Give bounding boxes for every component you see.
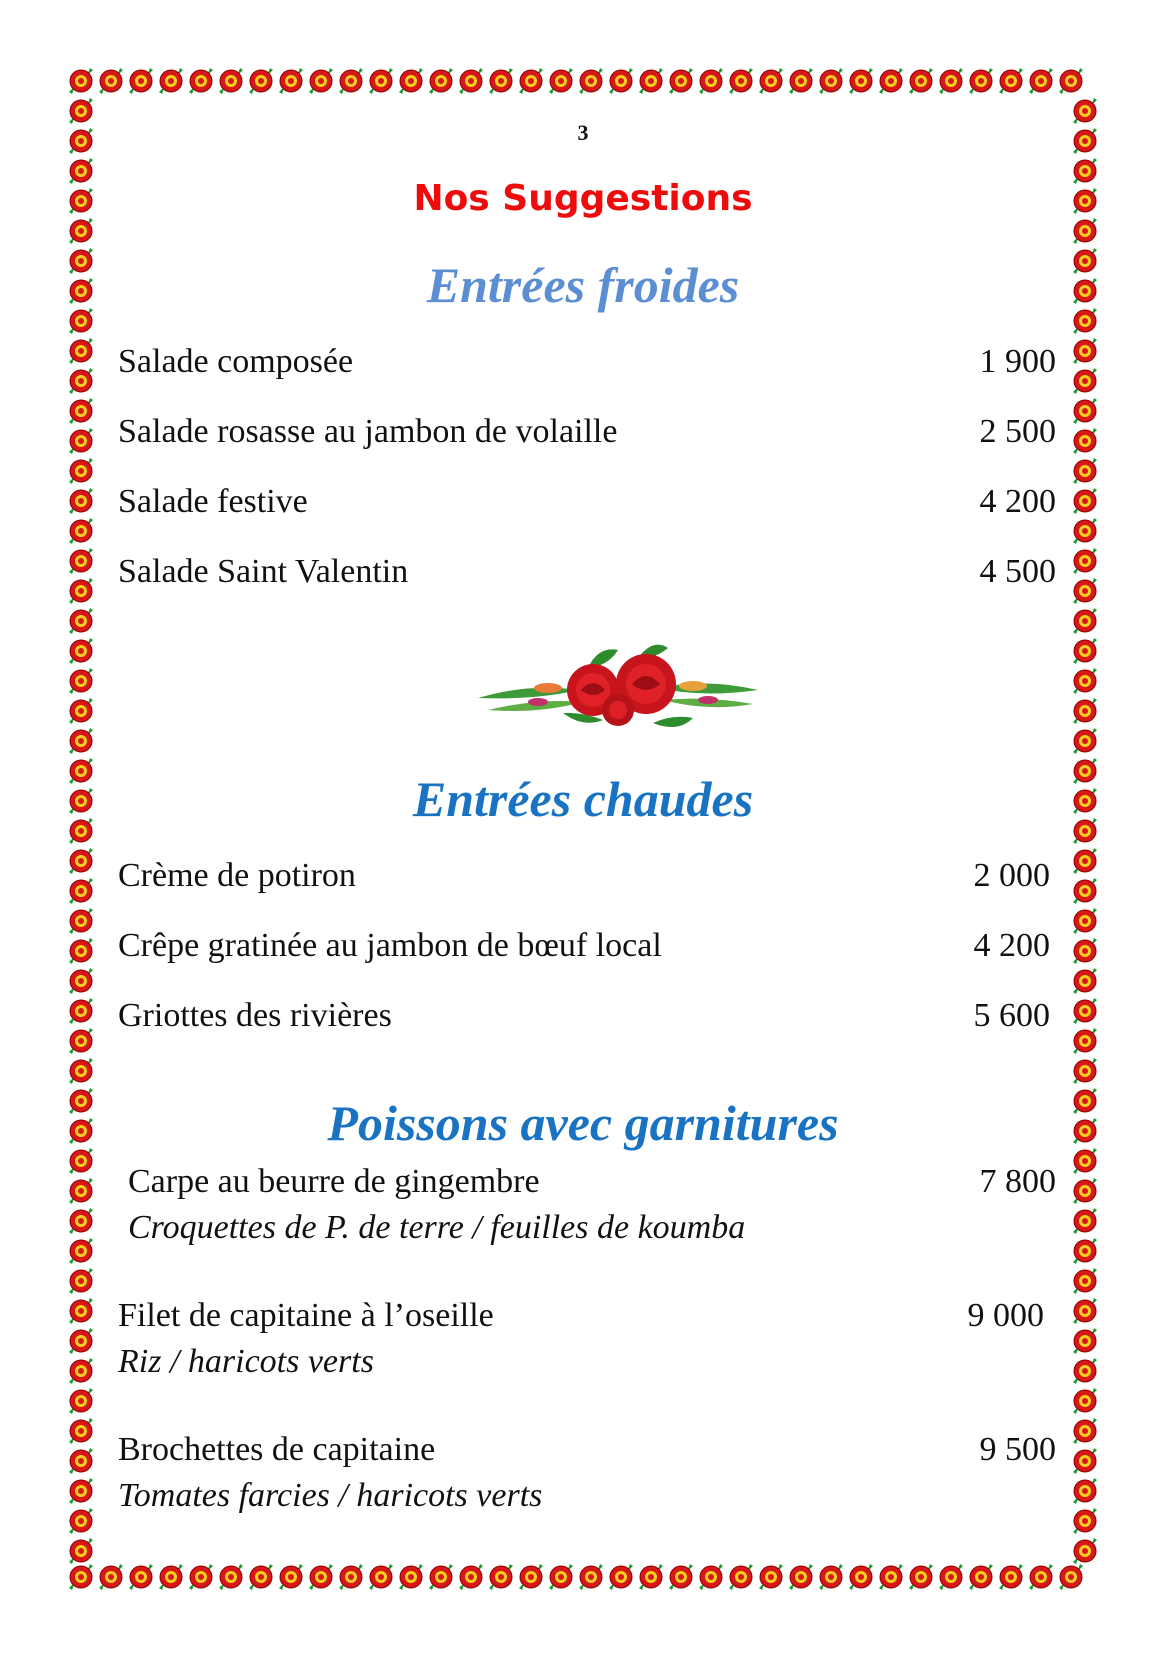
menu-item-name: Carpe au beurre de gingembre (128, 1163, 540, 1200)
flower-icon (576, 66, 606, 96)
flower-icon (726, 66, 756, 96)
flower-icon (96, 1562, 126, 1592)
menu-item-name: Brochettes de capitaine (118, 1431, 436, 1468)
flower-icon (1070, 876, 1100, 906)
flower-icon (1070, 216, 1100, 246)
menu-item-price: 4 500 (979, 553, 1056, 590)
flower-icon (66, 1562, 96, 1592)
rose-bouquet-icon (468, 628, 768, 738)
page-number: 3 (577, 120, 589, 145)
menu-item-price: 1 900 (979, 343, 1056, 380)
menu-item-name: Griottes des rivières (118, 997, 392, 1034)
flower-icon (66, 1506, 96, 1536)
flower-icon (996, 66, 1026, 96)
flower-icon (1070, 426, 1100, 456)
flower-icon (66, 576, 96, 606)
flower-icon (486, 1562, 516, 1592)
flower-icon (1070, 1266, 1100, 1296)
menu-item-price: 2 500 (979, 413, 1056, 450)
flower-icon (1070, 1056, 1100, 1086)
flower-icon (66, 1536, 96, 1566)
flower-icon (66, 906, 96, 936)
flower-icon (756, 1562, 786, 1592)
flower-icon (1070, 726, 1100, 756)
flower-icon (516, 1562, 546, 1592)
flower-icon (216, 1562, 246, 1592)
menu-item-name: Salade Saint Valentin (118, 553, 409, 590)
flower-icon (66, 636, 96, 666)
section-title-poissons: Poissons avec garnitures (327, 1095, 839, 1151)
flower-icon (1070, 1356, 1100, 1386)
flower-icon (966, 66, 996, 96)
flower-icon (156, 1562, 186, 1592)
flower-icon (1070, 1476, 1100, 1506)
flower-icon (1056, 1562, 1086, 1592)
flower-icon (66, 726, 96, 756)
menu-item-name: Salade composée (118, 343, 354, 380)
flower-icon (66, 1446, 96, 1476)
flower-icon (426, 1562, 456, 1592)
flower-icon (396, 1562, 426, 1592)
flower-icon (1070, 1386, 1100, 1416)
flower-icon (696, 1562, 726, 1592)
flower-icon (216, 66, 246, 96)
flower-icon (786, 66, 816, 96)
flower-icon (666, 66, 696, 96)
menu-item-price: 7 800 (979, 1163, 1056, 1200)
section-title-entrees-chaudes: Entrées chaudes (412, 771, 754, 827)
flower-icon (906, 1562, 936, 1592)
flower-icon (546, 66, 576, 96)
flower-icon (936, 66, 966, 96)
flower-icon (66, 486, 96, 516)
flower-icon (66, 1056, 96, 1086)
flower-icon (336, 1562, 366, 1592)
flower-icon (66, 1356, 96, 1386)
flower-icon (1070, 606, 1100, 636)
flower-icon (1070, 1326, 1100, 1356)
flower-icon (876, 1562, 906, 1592)
flower-icon (66, 966, 96, 996)
flower-icon (1070, 336, 1100, 366)
flower-border-right (1070, 96, 1100, 1566)
flower-icon (1070, 1236, 1100, 1266)
flower-icon (186, 1562, 216, 1592)
flower-icon (1070, 846, 1100, 876)
flower-icon (456, 66, 486, 96)
flower-icon (1070, 666, 1100, 696)
flower-icon (1070, 1206, 1100, 1236)
flower-icon (66, 1386, 96, 1416)
flower-icon (66, 1026, 96, 1056)
flower-icon (66, 1416, 96, 1446)
flower-icon (396, 66, 426, 96)
flower-icon (576, 1562, 606, 1592)
menu-item-garnish: Tomates farcies / haricots verts (118, 1477, 543, 1514)
menu-item-price: 2 000 (973, 857, 1050, 894)
flower-icon (66, 1326, 96, 1356)
flower-icon (366, 1562, 396, 1592)
flower-icon (1070, 906, 1100, 936)
flower-icon (726, 1562, 756, 1592)
menu-item-name: Filet de capitaine à l’oseille (118, 1297, 494, 1334)
flower-icon (66, 1236, 96, 1266)
flower-icon (906, 66, 936, 96)
flower-icon (66, 1296, 96, 1326)
flower-icon (66, 876, 96, 906)
flower-icon (306, 1562, 336, 1592)
flower-icon (66, 996, 96, 1026)
flower-icon (66, 696, 96, 726)
flower-icon (1070, 996, 1100, 1026)
flower-icon (1026, 1562, 1056, 1592)
flower-icon (516, 66, 546, 96)
flower-icon (66, 216, 96, 246)
flower-icon (1070, 1026, 1100, 1056)
flower-icon (246, 1562, 276, 1592)
menu-item-name: Crème de potiron (118, 857, 356, 894)
flower-icon (66, 1266, 96, 1296)
menu-item-name: Salade rosasse au jambon de volaille (118, 413, 618, 450)
flower-icon (96, 66, 126, 96)
flower-icon (126, 1562, 156, 1592)
flower-icon (66, 336, 96, 366)
flower-icon (936, 1562, 966, 1592)
flower-icon (66, 846, 96, 876)
flower-icon (1070, 966, 1100, 996)
flower-icon (756, 66, 786, 96)
flower-border-bottom (66, 1562, 1086, 1592)
flower-icon (1070, 456, 1100, 486)
flower-icon (1070, 1176, 1100, 1206)
flower-icon (1070, 396, 1100, 426)
flower-icon (996, 1562, 1026, 1592)
flower-icon (66, 456, 96, 486)
menu-item-price: 9 000 (967, 1297, 1044, 1334)
flower-icon (1026, 66, 1056, 96)
flower-icon (246, 66, 276, 96)
flower-icon (1070, 636, 1100, 666)
flower-icon (1070, 366, 1100, 396)
flower-icon (456, 1562, 486, 1592)
flower-icon (876, 66, 906, 96)
flower-icon (66, 66, 96, 96)
menu-item-name: Salade festive (118, 483, 308, 520)
flower-icon (816, 1562, 846, 1592)
flower-icon (66, 516, 96, 546)
flower-icon (336, 66, 366, 96)
flower-icon (66, 1476, 96, 1506)
page-title: Nos Suggestions (413, 178, 753, 219)
flower-icon (846, 1562, 876, 1592)
menu-item-price: 4 200 (973, 927, 1050, 964)
menu-item-price: 9 500 (979, 1431, 1056, 1468)
flower-icon (1070, 1506, 1100, 1536)
flower-icon (486, 66, 516, 96)
flower-icon (816, 66, 846, 96)
flower-icon (126, 66, 156, 96)
flower-icon (1070, 936, 1100, 966)
flower-icon (156, 66, 186, 96)
menu-item-name: Crêpe gratinée au jambon de bœuf local (118, 927, 662, 964)
flower-icon (66, 426, 96, 456)
flower-icon (606, 66, 636, 96)
flower-icon (1070, 1446, 1100, 1476)
flower-icon (666, 1562, 696, 1592)
menu-item-garnish: Riz / haricots verts (118, 1343, 374, 1380)
flower-icon (966, 1562, 996, 1592)
flower-icon (66, 546, 96, 576)
flower-icon (786, 1562, 816, 1592)
flower-icon (1070, 576, 1100, 606)
flower-icon (546, 1562, 576, 1592)
flower-icon (66, 606, 96, 636)
flower-icon (366, 66, 396, 96)
flower-icon (426, 66, 456, 96)
flower-icon (696, 66, 726, 96)
flower-icon (846, 66, 876, 96)
flower-icon (1070, 1416, 1100, 1446)
flower-icon (1070, 516, 1100, 546)
menu-item-price: 5 600 (973, 997, 1050, 1034)
flower-icon (66, 366, 96, 396)
flower-icon (636, 66, 666, 96)
flower-icon (276, 1562, 306, 1592)
flower-icon (186, 66, 216, 96)
flower-icon (276, 66, 306, 96)
flower-icon (66, 396, 96, 426)
flower-border-left (66, 96, 96, 1566)
flower-icon (1070, 1296, 1100, 1326)
flower-icon (1070, 696, 1100, 726)
flower-border-top (66, 66, 1086, 96)
flower-icon (1070, 1536, 1100, 1566)
menu-item-garnish: Croquettes de P. de terre / feuilles de koumba (128, 1209, 746, 1246)
flower-icon (636, 1562, 666, 1592)
flower-icon (66, 1206, 96, 1236)
flower-icon (1070, 486, 1100, 516)
flower-icon (1056, 66, 1086, 96)
flower-icon (606, 1562, 636, 1592)
flower-icon (66, 936, 96, 966)
section-title-entrees-froides: Entrées froides (426, 257, 740, 313)
flower-icon (66, 1176, 96, 1206)
flower-icon (66, 666, 96, 696)
flower-icon (306, 66, 336, 96)
flower-icon (1070, 546, 1100, 576)
menu-item-price: 4 200 (979, 483, 1056, 520)
